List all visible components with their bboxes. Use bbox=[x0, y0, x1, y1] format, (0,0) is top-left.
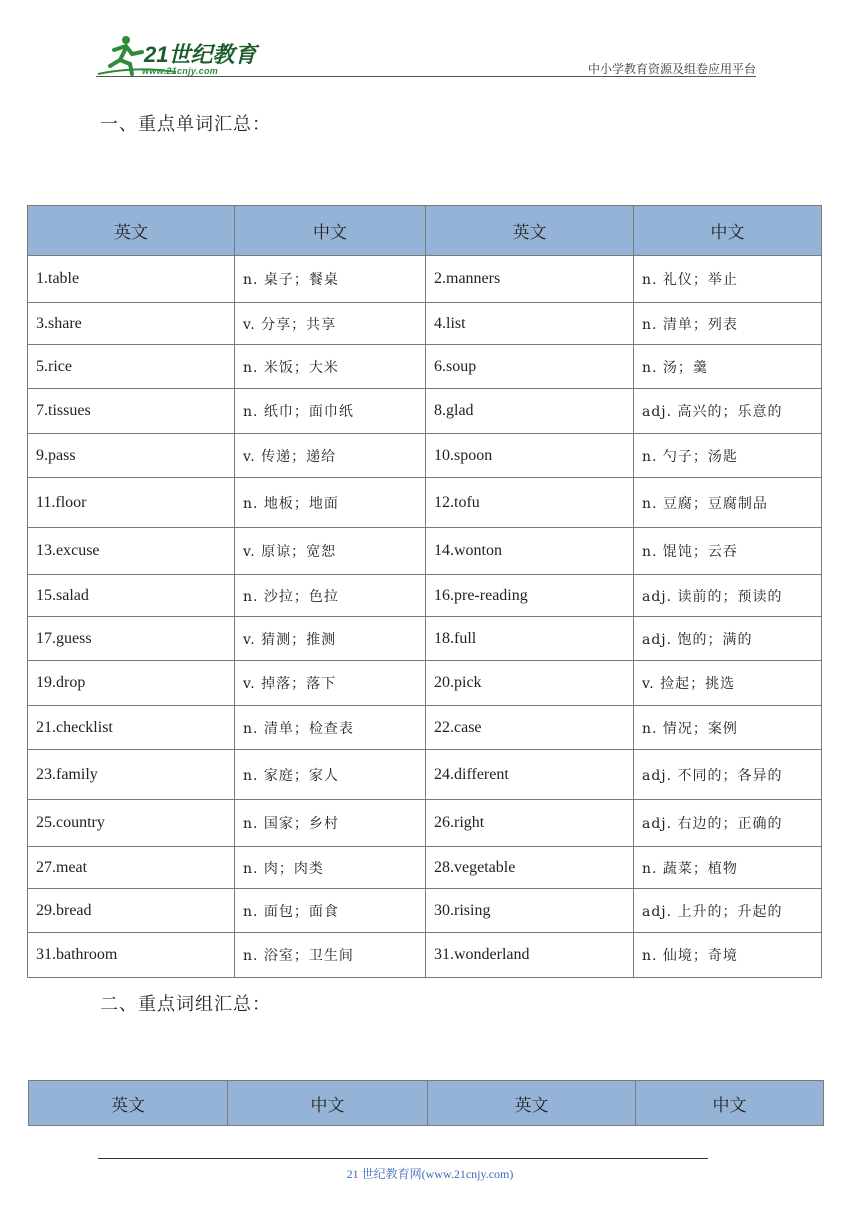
word-chinese: n. 蔬菜；植物 bbox=[634, 847, 822, 889]
table-row bbox=[28, 933, 822, 978]
word-english: 1.table bbox=[28, 256, 235, 303]
table-row bbox=[28, 256, 822, 303]
word-chinese: v. 分享；共享 bbox=[235, 303, 426, 345]
table-row bbox=[28, 528, 822, 575]
svg-text:21世纪教育: 21世纪教育 bbox=[144, 42, 257, 67]
table-row bbox=[28, 345, 822, 389]
header-english: 英文 bbox=[426, 206, 634, 256]
word-chinese: n. 馄饨；云吞 bbox=[634, 528, 822, 575]
word-english: 12.tofu bbox=[426, 478, 634, 528]
platform-label: 中小学教育资源及组卷应用平台 bbox=[587, 62, 756, 76]
word-chinese: n. 清单；列表 bbox=[634, 303, 822, 345]
table-row bbox=[28, 303, 822, 345]
logo-site: www.21cnjy.com bbox=[142, 66, 219, 76]
word-english: 31.wonderland bbox=[426, 933, 634, 978]
table-row bbox=[28, 575, 822, 617]
word-english: 29.bread bbox=[28, 889, 235, 933]
word-english: 26.right bbox=[426, 800, 634, 847]
word-chinese: n. 国家；乡村 bbox=[235, 800, 426, 847]
word-english: 15.salad bbox=[28, 575, 235, 617]
header-chinese: 中文 bbox=[228, 1081, 428, 1126]
word-english: 20.pick bbox=[426, 661, 634, 706]
word-chinese: n. 浴室；卫生间 bbox=[235, 933, 426, 978]
word-english: 23.family bbox=[28, 750, 235, 800]
word-chinese: n. 情况；案例 bbox=[634, 706, 822, 750]
word-english: 25.country bbox=[28, 800, 235, 847]
word-english: 5.rice bbox=[28, 345, 235, 389]
table-row bbox=[28, 617, 822, 661]
word-chinese: adj. 不同的；各异的 bbox=[634, 750, 822, 800]
word-chinese: v. 传递；递给 bbox=[235, 434, 426, 478]
section2-title: 二、重点词组汇总： bbox=[100, 994, 271, 1015]
table-row bbox=[28, 889, 822, 933]
word-english: 30.rising bbox=[426, 889, 634, 933]
word-chinese: adj. 饱的；满的 bbox=[634, 617, 822, 661]
header-chinese: 中文 bbox=[235, 206, 426, 256]
word-chinese: n. 仙境；奇境 bbox=[634, 933, 822, 978]
word-english: 8.glad bbox=[426, 389, 634, 434]
word-english: 22.case bbox=[426, 706, 634, 750]
header-chinese: 中文 bbox=[636, 1081, 824, 1126]
word-chinese: adj. 上升的；升起的 bbox=[634, 889, 822, 933]
word-english: 3.share bbox=[28, 303, 235, 345]
word-chinese: n. 清单；检查表 bbox=[235, 706, 426, 750]
table-row bbox=[28, 706, 822, 750]
footer-divider bbox=[98, 1158, 708, 1159]
header-english: 英文 bbox=[28, 206, 235, 256]
table-header-row bbox=[28, 206, 822, 256]
word-chinese: n. 家庭；家人 bbox=[235, 750, 426, 800]
header-chinese: 中文 bbox=[634, 206, 822, 256]
word-english: 27.meat bbox=[28, 847, 235, 889]
word-english: 17.guess bbox=[28, 617, 235, 661]
table-row bbox=[28, 661, 822, 706]
word-chinese: n. 礼仪；举止 bbox=[634, 256, 822, 303]
word-english: 13.excuse bbox=[28, 528, 235, 575]
word-english: 31.bathroom bbox=[28, 933, 235, 978]
word-chinese: n. 沙拉；色拉 bbox=[235, 575, 426, 617]
vocab-table bbox=[27, 205, 822, 978]
word-chinese: n. 地板；地面 bbox=[235, 478, 426, 528]
word-english: 21.checklist bbox=[28, 706, 235, 750]
word-chinese: v. 掉落；落下 bbox=[235, 661, 426, 706]
footer-text: 21 世纪教育网(www.21cnjy.com) bbox=[346, 1167, 514, 1181]
table-row bbox=[28, 434, 822, 478]
word-english: 10.spoon bbox=[426, 434, 634, 478]
phrase-table bbox=[28, 1080, 824, 1126]
table-row bbox=[28, 800, 822, 847]
word-chinese: adj. 右边的；正确的 bbox=[634, 800, 822, 847]
word-chinese: n. 桌子；餐桌 bbox=[235, 256, 426, 303]
word-chinese: v. 捡起；挑选 bbox=[634, 661, 822, 706]
word-english: 28.vegetable bbox=[426, 847, 634, 889]
word-english: 6.soup bbox=[426, 345, 634, 389]
word-chinese: adj. 读前的；预读的 bbox=[634, 575, 822, 617]
section1-title: 一、重点单词汇总： bbox=[100, 114, 271, 135]
table-header-row bbox=[29, 1081, 824, 1126]
word-english: 9.pass bbox=[28, 434, 235, 478]
word-english: 18.full bbox=[426, 617, 634, 661]
word-chinese: n. 勺子；汤匙 bbox=[634, 434, 822, 478]
header-divider bbox=[96, 76, 756, 77]
word-english: 16.pre-reading bbox=[426, 575, 634, 617]
word-chinese: n. 面包；面食 bbox=[235, 889, 426, 933]
table-row bbox=[28, 389, 822, 434]
word-chinese: adj. 高兴的；乐意的 bbox=[634, 389, 822, 434]
table-row bbox=[28, 847, 822, 889]
word-chinese: n. 肉；肉类 bbox=[235, 847, 426, 889]
table-row bbox=[28, 478, 822, 528]
header-english: 英文 bbox=[428, 1081, 636, 1126]
word-english: 7.tissues bbox=[28, 389, 235, 434]
word-chinese: v. 猜测；推测 bbox=[235, 617, 426, 661]
header-english: 英文 bbox=[29, 1081, 228, 1126]
word-english: 14.wonton bbox=[426, 528, 634, 575]
word-english: 24.different bbox=[426, 750, 634, 800]
word-chinese: n. 汤；羹 bbox=[634, 345, 822, 389]
table-row bbox=[28, 750, 822, 800]
word-english: 11.floor bbox=[28, 478, 235, 528]
word-chinese: v. 原谅；宽恕 bbox=[235, 528, 426, 575]
word-chinese: n. 米饭；大米 bbox=[235, 345, 426, 389]
word-english: 4.list bbox=[426, 303, 634, 345]
word-chinese: n. 纸巾；面巾纸 bbox=[235, 389, 426, 434]
logo bbox=[96, 32, 266, 82]
word-english: 2.manners bbox=[426, 256, 634, 303]
word-english: 19.drop bbox=[28, 661, 235, 706]
word-chinese: n. 豆腐；豆腐制品 bbox=[634, 478, 822, 528]
